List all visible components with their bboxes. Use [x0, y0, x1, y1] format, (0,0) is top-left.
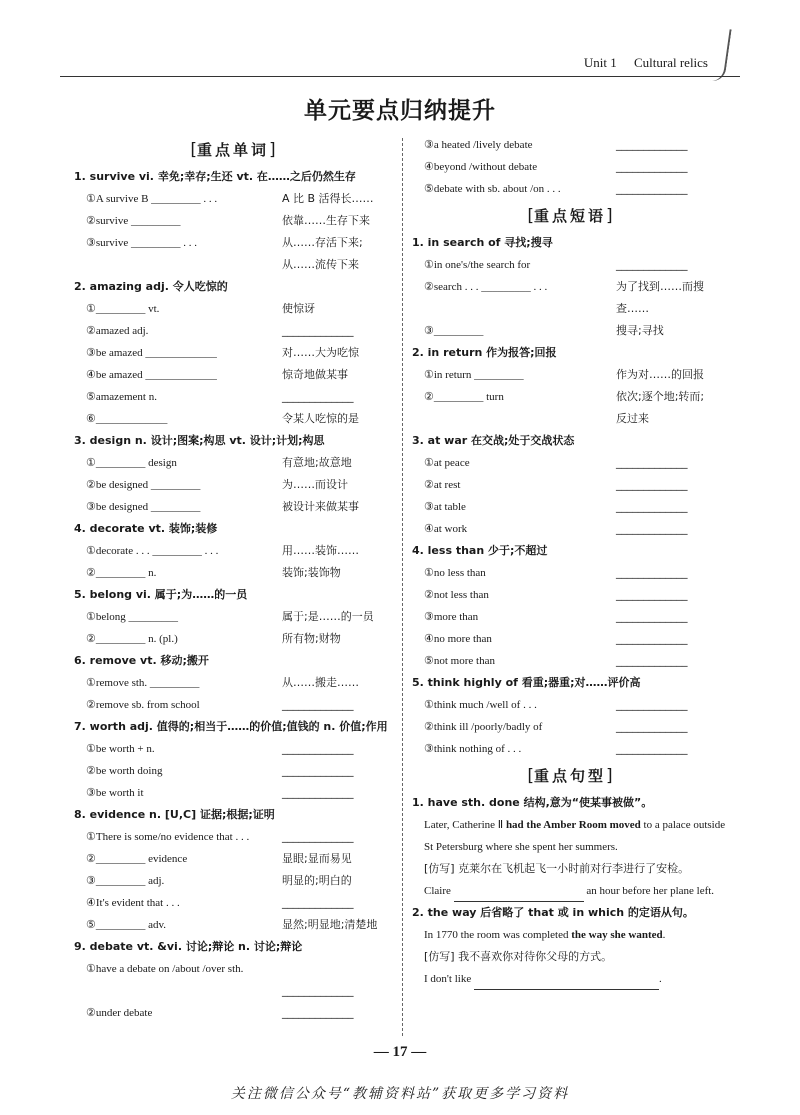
entry-row	[412, 320, 728, 342]
entry-chinese: A 比 B 活得长……	[282, 192, 374, 205]
entry-row	[74, 738, 392, 760]
sentence-head-2: 2. the way 后省略了 that 或 in which 的定语从句。	[412, 906, 694, 919]
right-column	[412, 134, 728, 990]
entry-english: ④no more than	[424, 633, 492, 645]
entry-chinese: 从……流传下来	[282, 258, 359, 271]
entry-english: ②not less than	[424, 589, 489, 601]
entry-head: 4. decorate vt. 装饰;装修	[74, 522, 218, 535]
entry-head: 5. belong vi. 属于;为……的一员	[74, 588, 248, 601]
entry-row	[74, 254, 392, 276]
entry-row	[74, 1002, 392, 1024]
entry-chinese: _____________	[616, 566, 688, 579]
entry-english: ④beyond /without debate	[424, 161, 538, 173]
entry-row	[412, 628, 728, 650]
section-heading-sentences: [重点句型]	[527, 766, 613, 786]
entry-row	[74, 364, 392, 386]
entry-row	[74, 672, 392, 694]
entry-head: 5. think highly of 看重;器重;对……评价高	[412, 676, 641, 689]
entry-english: ①have a debate on /about /over sth.	[86, 963, 244, 975]
entry-head: 2. in return 作为报答;回报	[412, 346, 557, 359]
entry-english: ②amazed adj.	[86, 325, 149, 337]
entry-english: ①no less than	[424, 567, 486, 579]
entry-chinese: _____________	[616, 160, 688, 173]
entry-english: ②_________ n. (pl.)	[86, 633, 178, 645]
entry-english	[86, 980, 282, 1002]
entry-english: ③more than	[424, 611, 479, 623]
sentences-block	[412, 792, 728, 990]
entry-english: ①_________ vt.	[86, 303, 160, 315]
imitation-prompt-1: [仿写] 克莱尔在飞机起飞一小时前对行李进行了安检。	[424, 862, 690, 875]
entry-english: ①in return _________	[424, 369, 524, 381]
entry-english	[86, 254, 282, 276]
entry-head: 8. evidence n. [U,C] 证据;根据;证明	[74, 808, 275, 821]
imitation-prompt-2: [仿写] 我不喜欢你对待你父母的方式。	[424, 950, 613, 963]
entry-chinese: 惊奇地做某事	[282, 368, 348, 381]
entry-chinese: 所有物;财物	[282, 632, 341, 645]
entry-row	[74, 892, 392, 914]
left-column	[74, 134, 392, 1024]
entry-head: 3. design n. 设计;图案;构思 vt. 设计;计划;构思	[74, 434, 325, 447]
entry-chinese: _____________	[282, 698, 354, 711]
entry-chinese: 使惊讶	[282, 302, 315, 315]
entry-row	[412, 298, 728, 320]
entry-row	[412, 650, 728, 672]
entry-chinese: _____________	[616, 138, 688, 151]
entry-chinese: _____________	[282, 764, 354, 777]
entry-chinese: 明显的;明白的	[282, 874, 352, 887]
entry-row	[412, 364, 728, 386]
entry-chinese: 从……存活下来;	[282, 236, 363, 249]
entry-english: ②survive _________	[86, 215, 181, 227]
entry-english: ②think ill /poorly/badly of	[424, 721, 543, 733]
entry-chinese: 为了找到……而搜	[616, 280, 704, 293]
entry-chinese: _____________	[282, 390, 354, 403]
entry-english: ②at rest	[424, 479, 461, 491]
entry-english	[424, 298, 616, 320]
entry-english: ③a heated /lively debate	[424, 139, 533, 151]
entry-english: ④at work	[424, 523, 468, 535]
entry-english: ②_________ n.	[86, 567, 157, 579]
entry-head: 1. survive vi. 幸免;幸存;生还 vt. 在……之后仍然生存	[74, 170, 356, 183]
entry-english: ⑤debate with sb. about /on . . .	[424, 183, 561, 195]
entry-english: ②be designed _________	[86, 479, 201, 491]
section-heading-words: [重点单词]	[190, 140, 276, 160]
entry-row	[412, 562, 728, 584]
words-list	[74, 166, 392, 1024]
entry-row	[412, 276, 728, 298]
entry-english: ⑤amazement n.	[86, 391, 157, 403]
entry-row	[74, 958, 392, 980]
entry-chinese: 用……装饰……	[282, 544, 359, 557]
entry-row	[74, 782, 392, 804]
entry-chinese: 令某人吃惊的是	[282, 412, 359, 425]
entry-chinese: 为……而设计	[282, 478, 348, 491]
entry-english: ③at table	[424, 501, 466, 513]
entry-english: ③think nothing of . . .	[424, 743, 522, 755]
entry-chinese: _____________	[282, 984, 354, 997]
entry-chinese: 装饰;装饰物	[282, 566, 341, 579]
entry-english: ②remove sb. from school	[86, 699, 200, 711]
entry-row	[412, 178, 728, 200]
entry-english: ③be amazed _____________	[86, 347, 217, 359]
entry-chinese: 搜寻;寻找	[616, 324, 664, 337]
entry-row	[74, 320, 392, 342]
entry-row	[412, 606, 728, 628]
entry-row	[74, 232, 392, 254]
entry-row	[74, 628, 392, 650]
entry-english	[424, 408, 616, 430]
entry-chinese: 对……大为吃惊	[282, 346, 359, 359]
imitation-fill-2: I don't like .	[412, 968, 728, 990]
entry-english: ②under debate	[86, 1007, 153, 1019]
entry-chinese: 依次;逐个地;转而;	[616, 390, 705, 403]
entry-head: 2. amazing adj. 令人吃惊的	[74, 280, 228, 293]
entry-chinese	[282, 958, 392, 980]
entry-english: ①be worth + n.	[86, 743, 155, 755]
entry-chinese: 查……	[616, 302, 649, 315]
entry-chinese: _____________	[616, 478, 688, 491]
entry-chinese: _____________	[616, 610, 688, 623]
entry-chinese: _____________	[282, 324, 354, 337]
entry-row	[74, 298, 392, 320]
entry-row	[412, 386, 728, 408]
entry-chinese: 从……搬走……	[282, 676, 359, 689]
entry-chinese: _____________	[616, 698, 688, 711]
entry-english: ①belong _________	[86, 611, 179, 623]
entry-english: ②be worth doing	[86, 765, 163, 777]
entry-head: 9. debate vt. &vi. 讨论;辩论 n. 讨论;辩论	[74, 940, 303, 953]
entry-head: 3. at war 在交战;处于交战状态	[412, 434, 575, 447]
entry-chinese: 被设计来做某事	[282, 500, 359, 513]
entry-chinese: _____________	[616, 654, 688, 667]
entry-row	[74, 980, 392, 1002]
entry-row	[412, 408, 728, 430]
running-header	[584, 55, 708, 71]
entry-row	[412, 134, 728, 156]
entry-head: 7. worth adj. 值得的;相当于……的价值;值钱的 n. 价值;作用	[74, 720, 388, 733]
entry-english: ②_________ turn	[424, 391, 504, 403]
sentence-example-2: In 1770 the room was completed the way she wanted.	[424, 929, 666, 941]
entry-row	[74, 342, 392, 364]
entry-row	[74, 870, 392, 892]
entry-chinese: _____________	[282, 742, 354, 755]
entry-row	[74, 848, 392, 870]
entry-row	[74, 452, 392, 474]
entry-english: ②search . . . _________ . . .	[424, 281, 548, 293]
entry-english: ①remove sth. _________	[86, 677, 200, 689]
entry-chinese: 依靠……生存下来	[282, 214, 370, 227]
entry-chinese: 作为对……的回报	[616, 368, 704, 381]
entry-head: 4. less than 少于;不超过	[412, 544, 548, 557]
entry-chinese: _____________	[616, 500, 688, 513]
entry-row	[412, 738, 728, 760]
entry-row	[412, 156, 728, 178]
entry-english: ④be amazed _____________	[86, 369, 217, 381]
column-divider	[402, 138, 403, 1036]
imitation-fill-1: Claire an hour before her plane left.	[412, 880, 728, 902]
entry-chinese: _____________	[616, 632, 688, 645]
page-title: 单元要点归纳提升	[304, 98, 496, 124]
entry-row	[412, 518, 728, 540]
entry-row	[412, 474, 728, 496]
entry-english: ①in one's/the search for	[424, 259, 531, 271]
entry-row	[74, 826, 392, 848]
answer-blank[interactable]	[474, 975, 659, 990]
entry-english: ③_________ adj.	[86, 875, 165, 887]
entry-row	[74, 408, 392, 430]
entry-row	[74, 474, 392, 496]
entry-row	[74, 694, 392, 716]
entry-english: ③survive _________ . . .	[86, 237, 197, 249]
entry-row	[412, 254, 728, 276]
entry-english: ⑤_________ adv.	[86, 919, 167, 931]
entry-english: ③_________	[424, 325, 484, 337]
entry-chinese: 有意地;故意地	[282, 456, 352, 469]
debate-continued	[412, 134, 728, 200]
entry-chinese: _____________	[282, 1006, 354, 1019]
entry-row	[412, 694, 728, 716]
entry-english: ①decorate . . . _________ . . .	[86, 545, 219, 557]
entry-chinese: _____________	[616, 720, 688, 733]
entry-row	[74, 540, 392, 562]
page-curl-decoration	[708, 27, 731, 83]
entry-english: ①_________ design	[86, 457, 177, 469]
answer-blank[interactable]	[454, 887, 584, 902]
unit-topic: Cultural relics	[633, 55, 708, 70]
entry-row	[412, 452, 728, 474]
entry-chinese: 显眼;显而易见	[282, 852, 352, 865]
entry-english: ⑤not more than	[424, 655, 495, 667]
entry-row	[412, 716, 728, 738]
entry-english: ②_________ evidence	[86, 853, 188, 865]
entry-chinese: 属于;是……的一员	[282, 610, 374, 623]
entry-row	[412, 584, 728, 606]
entry-english: ①There is some/no evidence that . . .	[86, 831, 250, 843]
entry-chinese: _____________	[616, 258, 688, 271]
entry-chinese: _____________	[616, 588, 688, 601]
entry-english: ③be designed _________	[86, 501, 201, 513]
entry-row	[74, 210, 392, 232]
entry-english: ③be worth it	[86, 787, 144, 799]
entry-english: ①at peace	[424, 457, 470, 469]
entry-english: ④It's evident that . . .	[86, 897, 180, 909]
entry-row	[74, 760, 392, 782]
entry-chinese: _____________	[282, 786, 354, 799]
entry-english: ⑥_____________	[86, 413, 168, 425]
entry-row	[74, 496, 392, 518]
entry-chinese: _____________	[616, 182, 688, 195]
entry-row	[74, 188, 392, 210]
entry-row	[74, 914, 392, 936]
entry-head: 6. remove vt. 移动;搬开	[74, 654, 209, 667]
entry-english: ①A survive B _________ . . .	[86, 193, 218, 205]
entry-chinese: _____________	[282, 830, 354, 843]
header-rule	[60, 76, 740, 77]
entry-chinese: _____________	[616, 456, 688, 469]
entry-chinese: _____________	[616, 742, 688, 755]
unit-label: Unit 1	[583, 55, 617, 70]
page-number: — 17 —	[373, 1044, 427, 1060]
entry-chinese: 显然;明显地;清楚地	[282, 918, 378, 931]
entry-chinese: _____________	[616, 522, 688, 535]
sentence-example-1: Later, Catherine Ⅱ had the Amber Room moved to a palace outside St Petersburg where she spent her summers.	[424, 819, 726, 853]
section-heading-phrases: [重点短语]	[527, 206, 613, 226]
entry-chinese: _____________	[282, 896, 354, 909]
entry-row	[74, 386, 392, 408]
footer-notice: 关注微信公众号“教辅资料站”获取更多学习资料	[230, 1086, 570, 1102]
entry-row	[412, 496, 728, 518]
entry-head: 1. in search of 寻找;搜寻	[412, 236, 553, 249]
entry-english: ①think much /well of . . .	[424, 699, 537, 711]
entry-row	[74, 606, 392, 628]
phrases-list	[412, 232, 728, 760]
entry-chinese: 反过来	[616, 412, 649, 425]
sentence-head-1: 1. have sth. done 结构,意为“使某事被做”。	[412, 796, 653, 809]
entry-row	[74, 562, 392, 584]
